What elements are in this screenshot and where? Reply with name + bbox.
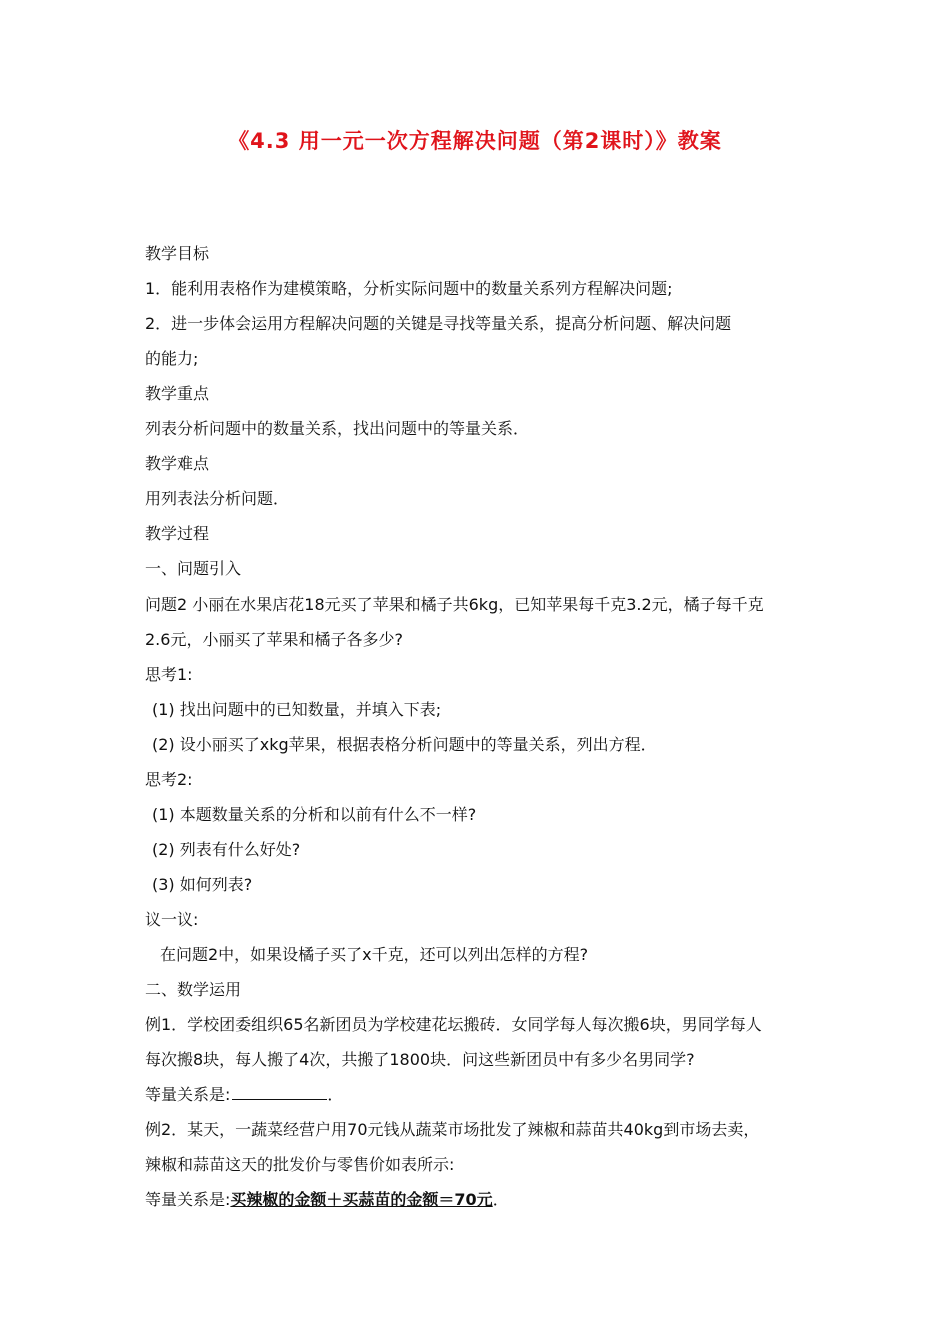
example-2-line-1: 例2．某天，一蔬菜经营户用70元钱从蔬菜市场批发了辣椒和蒜苗共40kg到市场去卖， — [145, 1120, 760, 1139]
heading-difficulties: 教学难点 — [145, 454, 210, 473]
objective-1: 1．能利用表格作为建模策略，分析实际问题中的数量关系列方程解决问题; — [145, 279, 673, 298]
answer-blank — [232, 1085, 327, 1100]
relation-period: ． — [327, 1085, 344, 1104]
think-1-heading: 思考1: — [145, 665, 193, 684]
example-1-line-2: 每次搬8块，每人搬了4次，共搬了1800块．问这些新团员中有多少名男同学? — [145, 1050, 695, 1069]
problem-2-line-2: 2.6元，小丽买了苹果和橘子各多少? — [145, 630, 403, 649]
heading-process: 教学过程 — [145, 524, 210, 543]
heading-key-points: 教学重点 — [145, 384, 210, 403]
discuss-text: 在问题2中，如果设橘子买了x千克，还可以列出怎样的方程? — [160, 945, 589, 964]
discuss-heading: 议一议: — [145, 910, 199, 929]
key-points-text: 列表分析问题中的数量关系，找出问题中的等量关系． — [145, 419, 530, 438]
heading-objectives: 教学目标 — [145, 244, 210, 263]
page-title: 《4.3 用一元一次方程解决问题（第2课时）》教案 — [228, 129, 722, 153]
think-1-q2: (2) 设小丽买了xkg苹果，根据表格分析问题中的等量关系，列出方程． — [152, 735, 657, 754]
relation-answer: 买辣椒的金额＋买蒜苗的金额＝70元 — [230, 1190, 493, 1209]
think-2-q2: (2) 列表有什么好处? — [152, 840, 301, 859]
think-1-q1: (1) 找出问题中的已知数量，并填入下表; — [152, 700, 442, 719]
difficulties-text: 用列表法分析问题． — [145, 489, 290, 508]
relation-label-2: 等量关系是: — [145, 1190, 231, 1209]
example-2-line-2: 辣椒和蒜苗这天的批发价与零售价如表所示: — [145, 1155, 455, 1174]
section-2-heading: 二、数学运用 — [145, 980, 242, 999]
objective-2-cont: 的能力; — [145, 349, 199, 368]
think-2-q1: (1) 本题数量关系的分析和以前有什么不一样? — [152, 805, 477, 824]
think-2-heading: 思考2: — [145, 770, 193, 789]
problem-2-line-1: 问题2 小丽在水果店花18元买了苹果和橘子共6kg，已知苹果每千克3.2元，橘子每千克 — [145, 595, 764, 614]
relation-label: 等量关系是: — [145, 1085, 231, 1104]
objective-2: 2．进一步体会运用方程解决问题的关键是寻找等量关系，提高分析问题、解决问题 — [145, 314, 732, 333]
example-1-line-1: 例1．学校团委组织65名新团员为学校建花坛搬砖．女同学每人每次搬6块，男同学每人 — [145, 1015, 762, 1034]
section-1-heading: 一、问题引入 — [145, 559, 242, 578]
example-2-relation — [145, 1189, 509, 1211]
relation-period-2: ． — [492, 1190, 509, 1209]
think-2-q3: (3) 如何列表? — [152, 875, 253, 894]
example-1-relation — [145, 1084, 343, 1106]
